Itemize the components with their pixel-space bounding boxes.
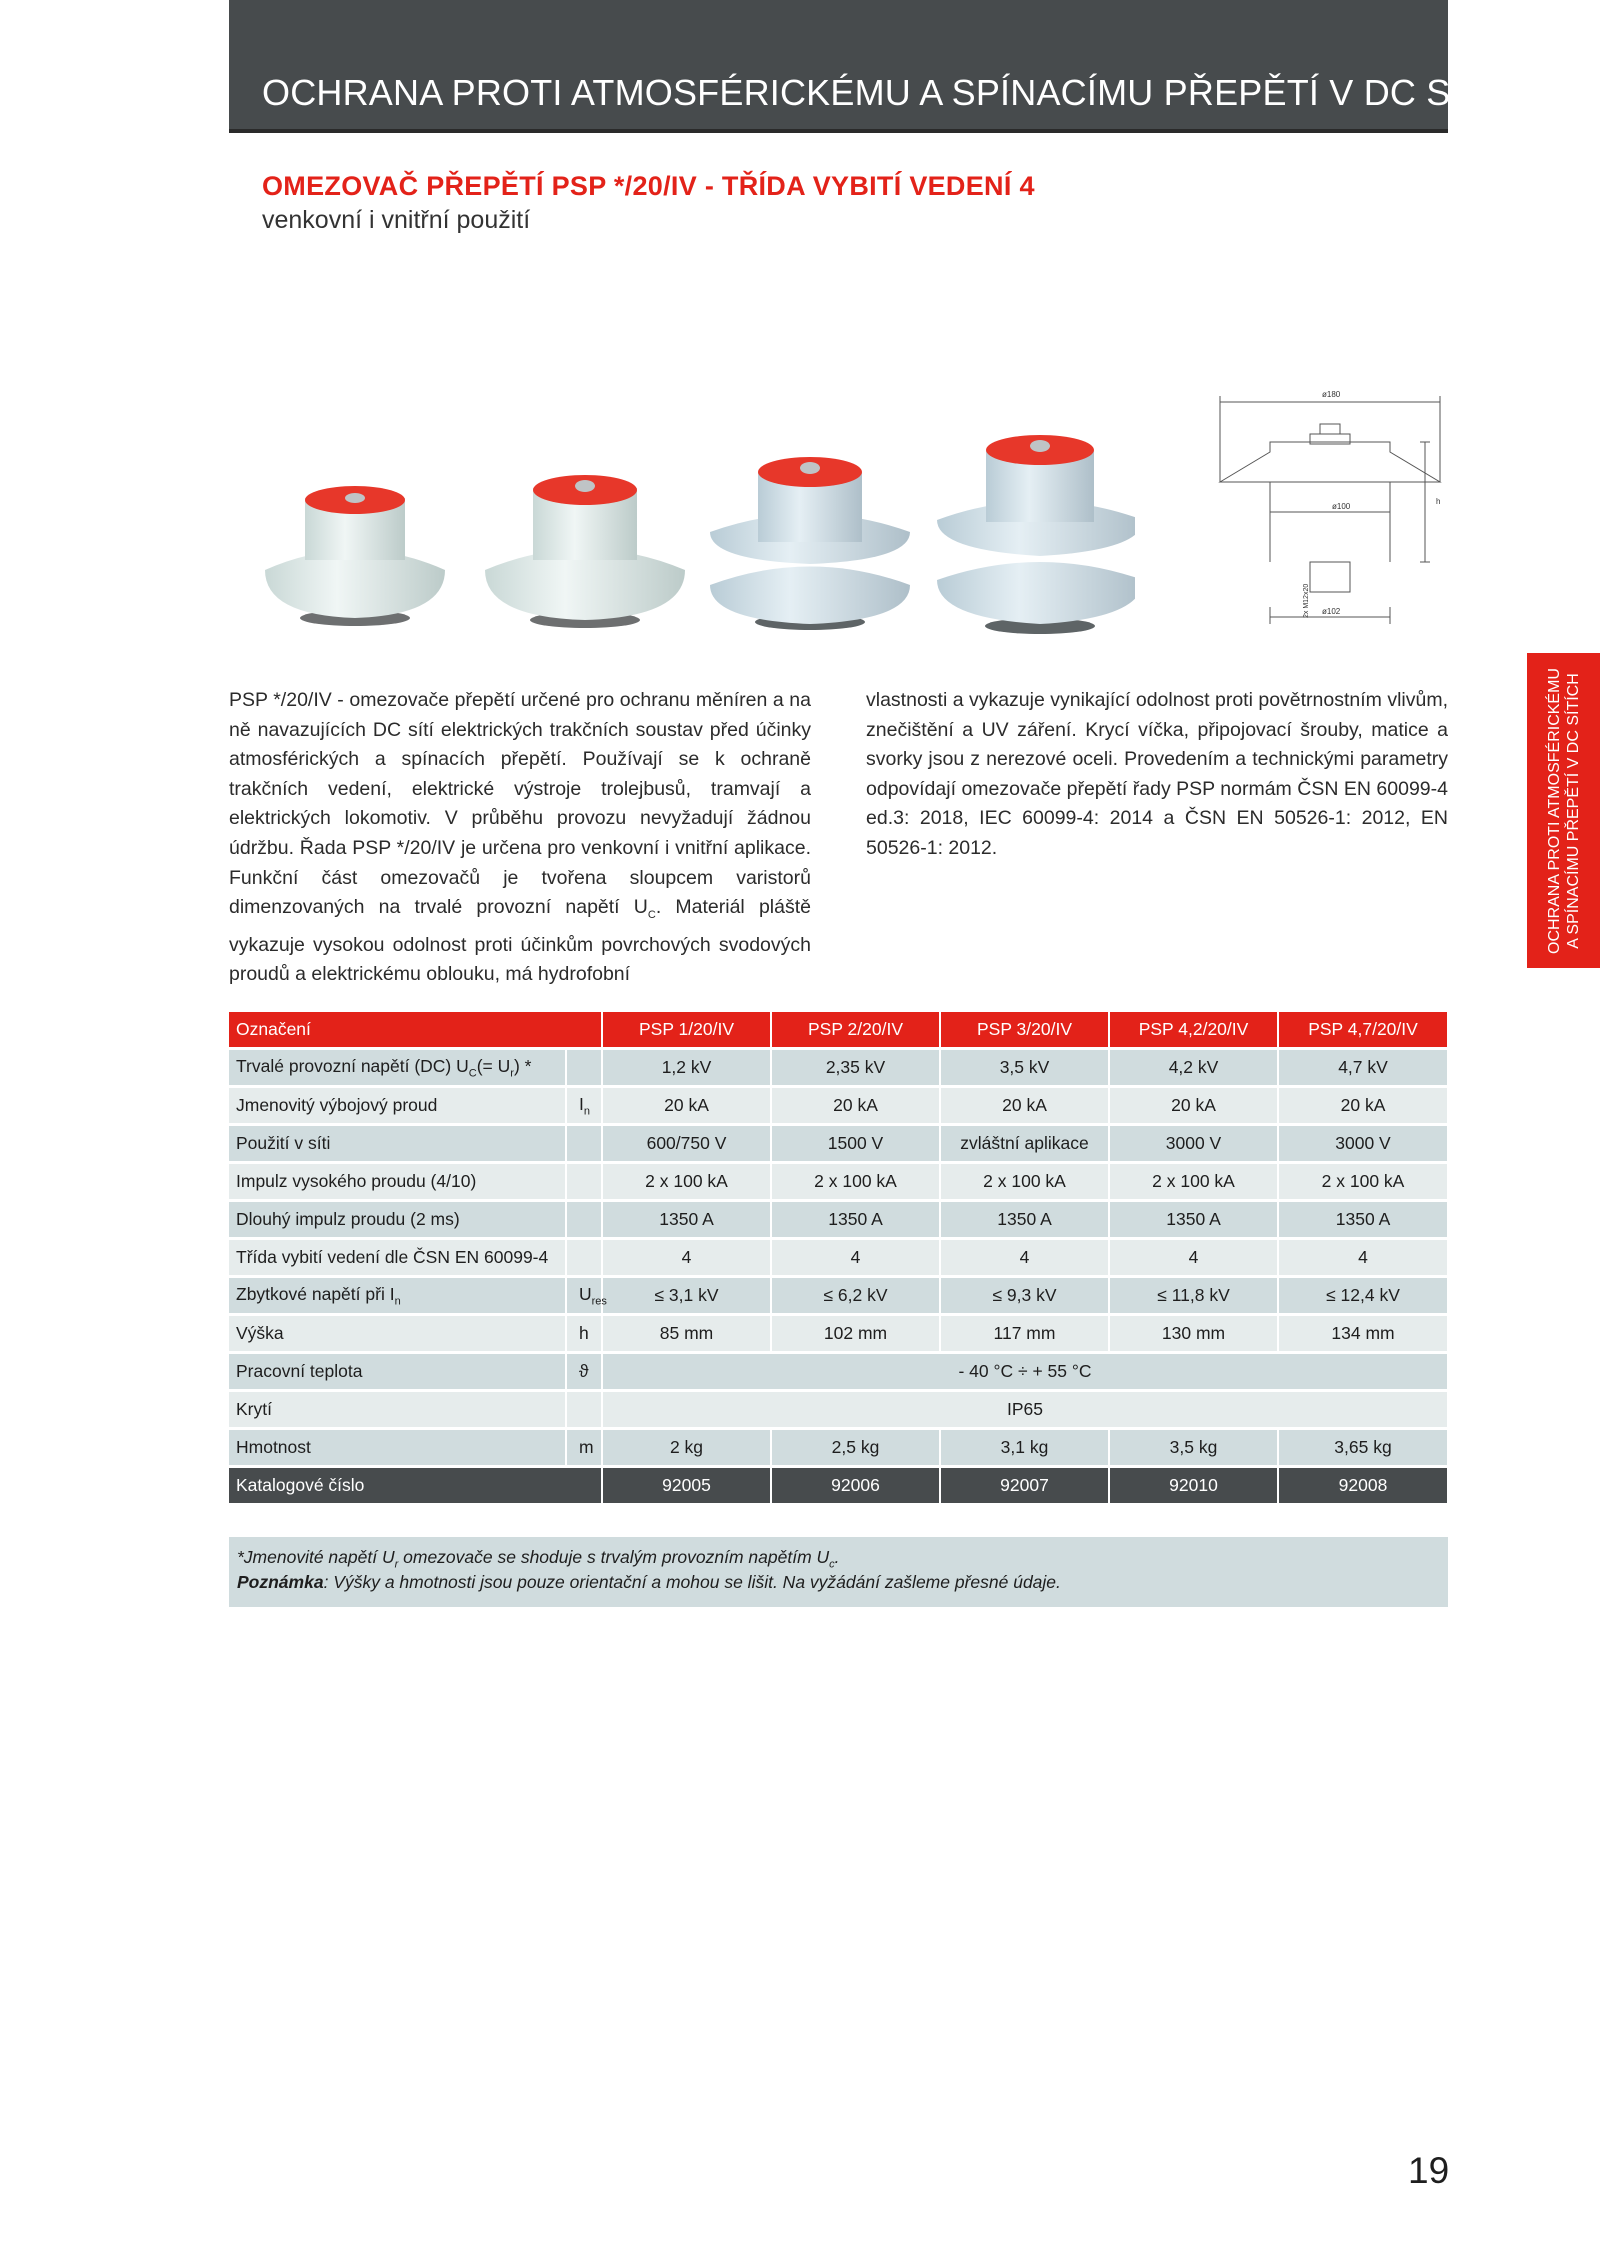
description-column-2: vlastnosti a vykazuje vynikající odolnost proti povětrnostním vlivům, znečištění a UV záření. Krycí víčka, připojovací šrouby, matice a svorky jsou z nerezové oceli. Provedením a technickými parametry odpovídají omezovače přepětí řady PSP normám ČSN EN 60099-4 ed.3: 2018, IEC 60099-4: 2014 a ČSN EN 50526-1: 2012, EN 50526-1: 2012. xyxy=(866,689,1449,859)
table-header-row xyxy=(229,1012,1448,1049)
side-tab-line1: OCHRANA PROTI ATMOSFÉRICKÉMU xyxy=(1545,667,1563,954)
header-model: PSP 2/20/IV xyxy=(771,1012,940,1049)
table-row xyxy=(229,1353,1448,1391)
table-cell: 20 kA xyxy=(940,1087,1109,1125)
table-cell: 4,2 kV xyxy=(1109,1049,1278,1087)
row-symbol: $U_{res}$ xyxy=(566,1277,602,1315)
table-cell: 3000 V xyxy=(1278,1125,1448,1163)
table-cell: 134 mm xyxy=(1278,1315,1448,1353)
table-row xyxy=(229,1201,1448,1239)
table-row xyxy=(229,1125,1448,1163)
table-cell: 20 kA xyxy=(771,1087,940,1125)
header-model: PSP 4,7/20/IV xyxy=(1278,1012,1448,1049)
table-cell: 4 xyxy=(1278,1239,1448,1277)
row-symbol: m xyxy=(566,1429,602,1467)
table-cell: 20 kA xyxy=(1278,1087,1448,1125)
spec-table xyxy=(229,1012,1449,1506)
table-cell: 130 mm xyxy=(1109,1315,1278,1353)
table-cell: 3,5 kg xyxy=(1109,1429,1278,1467)
catalog-number: 92006 xyxy=(771,1467,940,1505)
table-cell: ≤ 12,4 kV xyxy=(1278,1277,1448,1315)
product-title: OMEZOVAČ PŘEPĚTÍ PSP */20/IV - TŘÍDA VYBITÍ VEDENÍ 4 xyxy=(262,171,1035,201)
table-cell: 3,65 kg xyxy=(1278,1429,1448,1467)
catalog-number: 92010 xyxy=(1109,1467,1278,1505)
product-photos xyxy=(255,420,1135,640)
table-cell: 3000 V xyxy=(1109,1125,1278,1163)
product-photo-psp-4 xyxy=(937,435,1135,634)
table-row xyxy=(229,1391,1448,1429)
table-cell: ≤ 11,8 kV xyxy=(1109,1277,1278,1315)
table-cell: 4 xyxy=(602,1239,771,1277)
table-cell: 3,5 kV xyxy=(940,1049,1109,1087)
table-cell: ≤ 6,2 kV xyxy=(771,1277,940,1315)
row-label: Jmenovitý výbojový proud xyxy=(229,1087,566,1125)
table-cell: 2 kg xyxy=(602,1429,771,1467)
row-label: Výška xyxy=(229,1315,566,1353)
table-cell: 117 mm xyxy=(940,1315,1109,1353)
row-symbol xyxy=(566,1391,602,1429)
table-cell-merged: - 40 °C ÷ + 55 °C xyxy=(602,1353,1448,1391)
table-cell: zvláštní aplikace xyxy=(940,1125,1109,1163)
header-model: PSP 4,2/20/IV xyxy=(1109,1012,1278,1049)
table-cell: 2 x 100 kA xyxy=(602,1163,771,1201)
table-row xyxy=(229,1429,1448,1467)
table-row xyxy=(229,1277,1448,1315)
catalog-number: 92007 xyxy=(940,1467,1109,1505)
table-cell: 4 xyxy=(940,1239,1109,1277)
table-cell: ≤ 3,1 kV xyxy=(602,1277,771,1315)
dimension-drawing xyxy=(1210,382,1450,632)
table-footer-row xyxy=(229,1467,1448,1505)
page-title: OCHRANA PROTI ATMOSFÉRICKÉMU A SPÍNACÍMU PŘEPĚTÍ V DC SÍTÍCH xyxy=(262,72,1546,113)
table-cell: 2 x 100 kA xyxy=(1109,1163,1278,1201)
row-label: Použití v síti xyxy=(229,1125,566,1163)
table-cell: 2 x 100 kA xyxy=(1278,1163,1448,1201)
table-cell: 4 xyxy=(771,1239,940,1277)
table-cell: 2 x 100 kA xyxy=(771,1163,940,1201)
row-symbol: $I_n$ xyxy=(566,1087,602,1125)
table-cell: 85 mm xyxy=(602,1315,771,1353)
table-cell: 2,5 kg xyxy=(771,1429,940,1467)
header-label: Označení xyxy=(229,1012,602,1049)
table-cell: 4 xyxy=(1109,1239,1278,1277)
row-label: Dlouhý impulz proudu (2 ms) xyxy=(229,1201,566,1239)
row-symbol xyxy=(566,1201,602,1239)
table-cell-merged: IP65 xyxy=(602,1391,1448,1429)
row-label: Třída vybití vedení dle ČSN EN 60099-4 xyxy=(229,1239,566,1277)
table-cell: 1350 A xyxy=(1109,1201,1278,1239)
dim-bottom-label: ø102 xyxy=(1322,607,1341,616)
notes-box xyxy=(229,1537,1448,1607)
table-row xyxy=(229,1049,1448,1087)
table-cell: 1350 A xyxy=(602,1201,771,1239)
product-photo-psp-3 xyxy=(710,457,910,630)
table-row xyxy=(229,1315,1448,1353)
table-cell: 3,1 kg xyxy=(940,1429,1109,1467)
table-cell: 2 x 100 kA xyxy=(940,1163,1109,1201)
product-subtitle: venkovní i vnitřní použití xyxy=(262,206,531,234)
table-row xyxy=(229,1087,1448,1125)
table-cell: 2,35 kV xyxy=(771,1049,940,1087)
table-cell: 20 kA xyxy=(1109,1087,1278,1125)
note-rated-voltage: *Jmenovité napětí $U_r$ omezovače se shoduje s trvalým provozním napětím $U_c$. xyxy=(237,1547,840,1571)
table-row xyxy=(229,1163,1448,1201)
dim-thread-label: 2x M12x20 xyxy=(1303,583,1310,618)
dim-h-label: h xyxy=(1436,497,1441,506)
row-symbol xyxy=(566,1163,602,1201)
table-cell: 4,7 kV xyxy=(1278,1049,1448,1087)
table-cell: ≤ 9,3 kV xyxy=(940,1277,1109,1315)
product-photo-psp-2 xyxy=(485,475,685,628)
table-cell: 1350 A xyxy=(771,1201,940,1239)
row-label: Pracovní teplota xyxy=(229,1353,566,1391)
side-tab-line2: A SPÍNACÍMU PŘEPĚTÍ V DC SÍTÍCH xyxy=(1564,672,1582,949)
catalog-number: 92008 xyxy=(1278,1467,1448,1505)
row-label: Trvalé provozní napětí (DC) $U_C(= U_r)$ * xyxy=(229,1049,566,1087)
description-column-1: PSP */20/IV - omezovače přepětí určené pro ochranu měníren a na ně navazujících DC sítí elektrických trakčních soustav před účinky atmosférických a spínacích přepětí. Používají se k ochraně trakčních vedení, elektrické výstroje trolejbusů, tramvají a elektrických lokomotiv. V průběhu provozu nevyžadují žádnou údržbu. Řada PSP */20/IV je určena pro venkovní i vnitřní aplikace. Funkční část omezovačů je tvořena sloupcem varistorů dimenzovaných na trvalé provozní napětí $U_C$. Materiál pláště vykazuje vysokou odolnost proti účinkům povrchových svodových proudů a elektrickému oblouku, má hydrofobní xyxy=(229,689,811,986)
dim-mid-label: ø100 xyxy=(1332,502,1351,511)
row-symbol: ϑ xyxy=(566,1353,602,1391)
row-label: Hmotnost xyxy=(229,1429,566,1467)
row-symbol: h xyxy=(566,1315,602,1353)
table-cell: 20 kA xyxy=(602,1087,771,1125)
row-label: Impulz vysokého proudu (4/10) xyxy=(229,1163,566,1201)
table-cell: 1,2 kV xyxy=(602,1049,771,1087)
row-symbol xyxy=(566,1049,602,1087)
table-cell: 1350 A xyxy=(1278,1201,1448,1239)
side-section-tab xyxy=(1527,653,1600,968)
table-row xyxy=(229,1239,1448,1277)
note-remark: Poznámka: Výšky a hmotnosti jsou pouze orientační a mohou se lišit. Na vyžádání zašleme přesné údaje. xyxy=(237,1572,1061,1592)
product-photo-psp-1 xyxy=(265,486,445,626)
table-cell: 1500 V xyxy=(771,1125,940,1163)
row-symbol xyxy=(566,1239,602,1277)
table-cell: 600/750 V xyxy=(602,1125,771,1163)
page-number: 19 xyxy=(1408,2150,1450,2191)
row-label: Krytí xyxy=(229,1391,566,1429)
footer-label: Katalogové číslo xyxy=(229,1467,602,1505)
header-divider xyxy=(229,129,1448,133)
table-cell: 102 mm xyxy=(771,1315,940,1353)
catalog-number: 92005 xyxy=(602,1467,771,1505)
row-symbol xyxy=(566,1125,602,1163)
row-label: Zbytkové napětí při $I_n$ xyxy=(229,1277,566,1315)
header-model: PSP 3/20/IV xyxy=(940,1012,1109,1049)
dim-top-label: ø180 xyxy=(1322,390,1341,399)
table-cell: 1350 A xyxy=(940,1201,1109,1239)
header-model: PSP 1/20/IV xyxy=(602,1012,771,1049)
